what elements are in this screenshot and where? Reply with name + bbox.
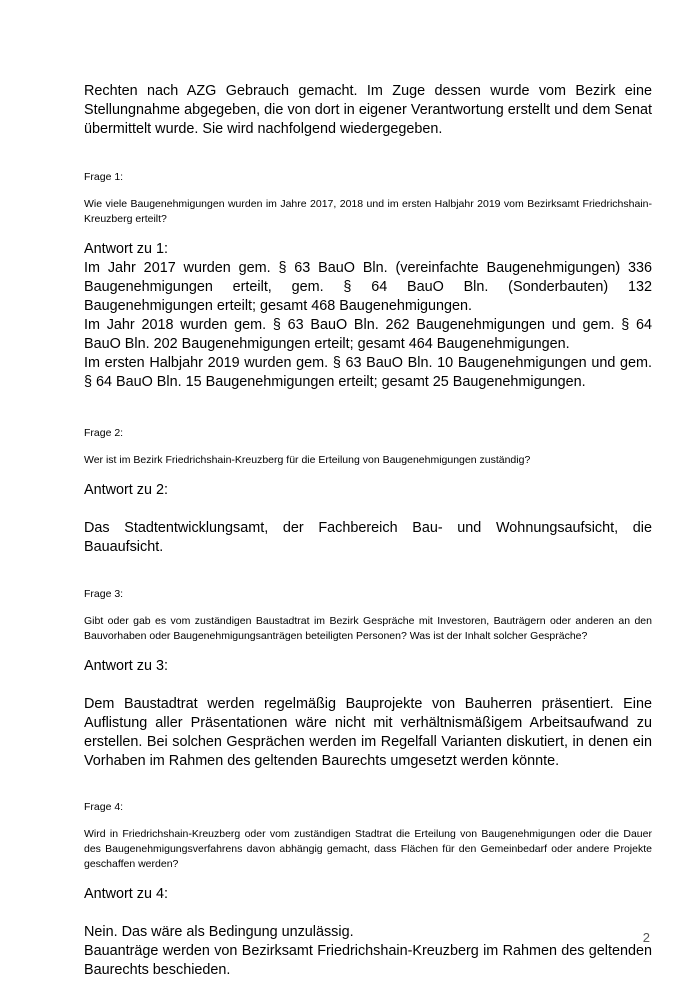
answer-4-paragraph-2: Bauanträge werden von Bezirksamt Friedrichshain-Kreuzberg im Rahmen des geltenden Baurechts beschieden. — [84, 943, 652, 978]
question-1-text: Wie viele Baugenehmigungen wurden im Jahre 2017, 2018 und im ersten Halbjahr 2019 vom Bezirksamt Friedrichshain-Kreuzberg erteilt? — [84, 198, 652, 225]
question-4-text: Wird in Friedrichshain-Kreuzberg oder vom zuständigen Stadtrat die Erteilung von Baugenehmigungen oder die Dauer des Baugenehmigungsverfahrens davon abhängig gemacht, dass Flächen für den Gemeinbedarf oder andere Projekte geschaffen werden? — [84, 828, 652, 870]
answer-2-label: Antwort zu 2: — [84, 482, 168, 498]
answer-1-paragraph-2: Im Jahr 2018 wurden gem. § 63 BauO Bln. 262 Baugenehmigungen und gem. § 64 BauO Bln. 202 Baugenehmigungen erteilt; gesamt 464 Baugenehmigungen. — [84, 317, 652, 352]
answer-3-text: Dem Baustadtrat werden regelmäßig Bauprojekte von Bauherren präsentiert. Eine Auflistung aller Präsentationen wäre nicht mit verhältnismäßigem Arbeitsaufwand zu erstellen. Bei solchen Gesprächen werden im Regelfall Varianten diskutiert, in denen ein Vorhaben im Rahmen des geltenden Baurechts umgesetzt werden könnte. — [84, 696, 652, 769]
answer-2-text: Das Stadtentwicklungsamt, der Fachbereich Bau- und Wohnungsaufsicht, die Bauaufsicht. — [84, 520, 652, 555]
question-3-label: Frage 3: — [84, 588, 124, 600]
answer-3-label: Antwort zu 3: — [84, 658, 168, 674]
answer-4-paragraph-1: Nein. Das wäre als Bedingung unzulässig. — [84, 924, 354, 940]
page-number: 2 — [642, 930, 650, 945]
question-4-label: Frage 4: — [84, 801, 124, 813]
document-page — [84, 82, 652, 980]
answer-1-label: Antwort zu 1: — [84, 241, 168, 257]
answer-1-paragraph-1: Im Jahr 2017 wurden gem. § 63 BauO Bln. (vereinfachte Baugenehmigungen) 336 Baugenehmigungen erteilt, gem. § 64 BauO Bln. (Sonderbauten) 132 Baugenehmigungen erteilt; gesamt 468 Baugenehmigungen. — [84, 260, 652, 314]
question-2-label: Frage 2: — [84, 427, 124, 439]
question-1-label: Frage 1: — [84, 171, 124, 183]
question-2-text: Wer ist im Bezirk Friedrichshain-Kreuzberg für die Erteilung von Baugenehmigungen zuständig? — [84, 454, 531, 466]
intro-paragraph: Rechten nach AZG Gebrauch gemacht. Im Zuge dessen wurde vom Bezirk eine Stellungnahme abgegeben, die von dort in eigener Verantwortung erstellt und dem Senat übermittelt wurde. Sie wird nachfolgend wiedergegeben. — [84, 83, 652, 137]
answer-4-label: Antwort zu 4: — [84, 886, 168, 902]
question-3-text: Gibt oder gab es vom zuständigen Baustadtrat im Bezirk Gespräche mit Investoren, Bauträgern oder anderen an den Bauvorhaben oder Baugenehmigungsanträgen beteiligten Personen? Was ist der Inhalt solcher Gespräche? — [84, 615, 652, 642]
answer-1-paragraph-3: Im ersten Halbjahr 2019 wurden gem. § 63 BauO Bln. 10 Baugenehmigungen und gem. § 64 BauO Bln. 15 Baugenehmigungen erteilt; gesamt 25 Baugenehmigungen. — [84, 355, 652, 390]
